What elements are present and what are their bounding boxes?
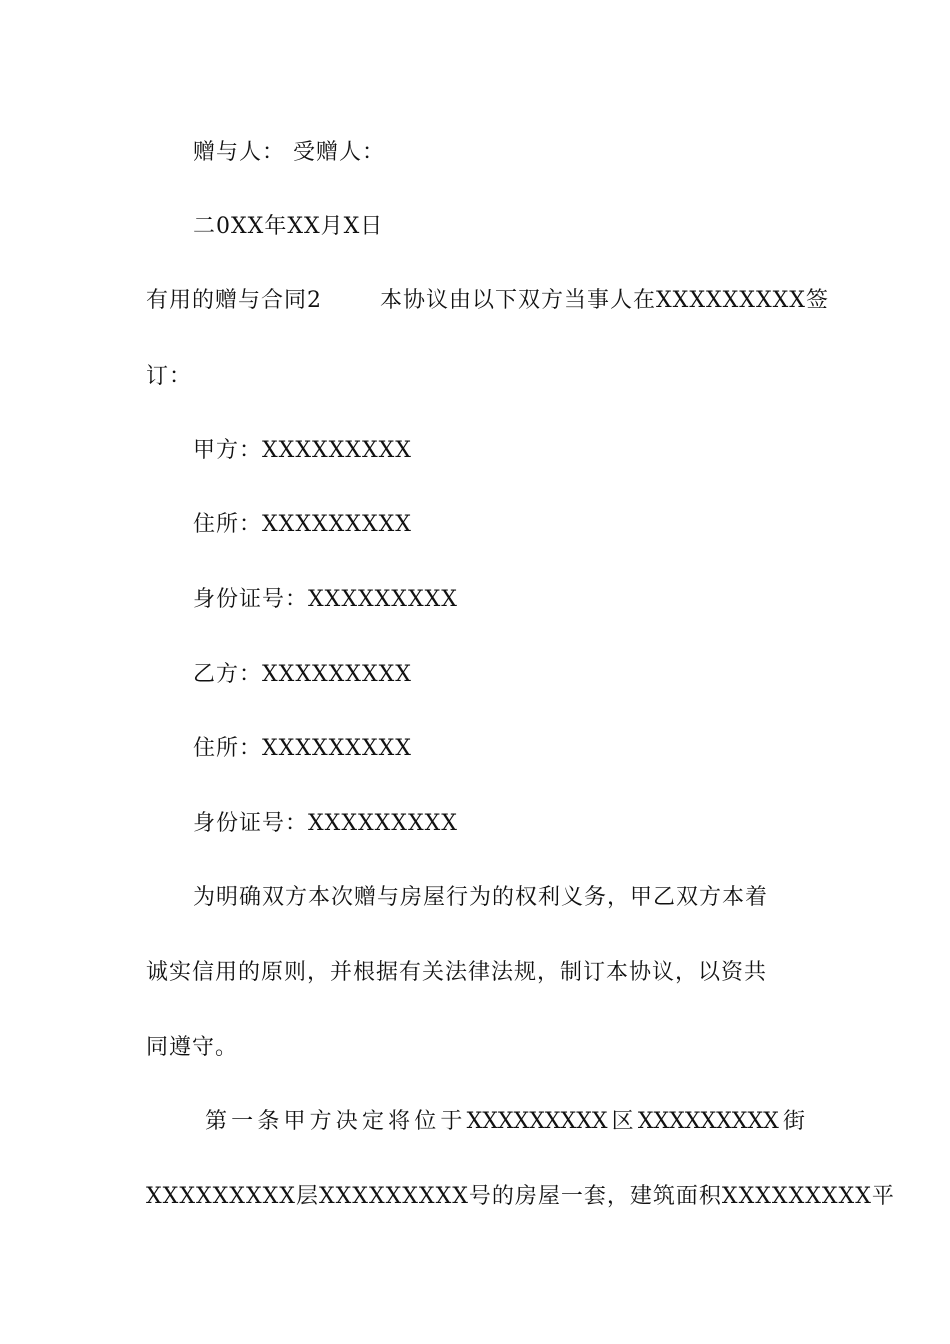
- article-1-word: 一: [231, 1109, 254, 1134]
- article-1-word: 位: [414, 1109, 437, 1134]
- purpose-paragraph-line-2: 诚实信用的原则，并根据有关法律法规，制订本协议，以资共: [146, 960, 768, 985]
- article-1-word: 决: [335, 1109, 358, 1134]
- article-1-word: 方: [309, 1109, 332, 1134]
- article-1-word: 定: [361, 1109, 384, 1134]
- article-1-word: 区: [611, 1109, 634, 1134]
- donor-label: 赠与人：: [193, 140, 286, 165]
- intro-text: 本协议由以下双方当事人在XXXXXXXXX签: [380, 288, 829, 313]
- article-1-word: 第: [205, 1109, 228, 1134]
- party-b-id-number: 身份证号：XXXXXXXXX: [193, 811, 458, 836]
- contract-title: 有用的赠与合同2: [146, 288, 322, 313]
- party-a-address: 住所：XXXXXXXXX: [193, 512, 412, 537]
- article-1-line-2: XXXXXXXXX层XXXXXXXXX号的房屋一套，建筑面积XXXXXXXXX平: [146, 1184, 895, 1209]
- title-intro-line: [146, 286, 829, 316]
- article-1-word: XXXXXXXXX: [637, 1109, 779, 1134]
- party-b-name: 乙方：XXXXXXXXX: [193, 662, 412, 687]
- article-1-word: 于: [440, 1109, 463, 1134]
- purpose-paragraph-line-3: 同遵守。: [146, 1035, 239, 1060]
- party-a-name: 甲方：XXXXXXXXX: [193, 438, 412, 463]
- purpose-paragraph-line-1: 为明确双方本次赠与房屋行为的权利义务，甲乙双方本着: [193, 885, 769, 910]
- article-1-word: 甲: [283, 1109, 306, 1134]
- article-1-word: 条: [257, 1109, 280, 1134]
- article-1-word: 将: [388, 1109, 411, 1134]
- article-1-line-1: [205, 1107, 805, 1137]
- party-a-id-number: 身份证号：XXXXXXXXX: [193, 587, 458, 612]
- article-1-word: 街: [782, 1109, 805, 1134]
- article-1-word: XXXXXXXXX: [466, 1109, 608, 1134]
- intro-continuation: 订：: [146, 364, 193, 389]
- party-b-address: 住所：XXXXXXXXX: [193, 736, 412, 761]
- signature-line: [193, 138, 806, 168]
- donee-label: 受赠人：: [293, 140, 386, 165]
- date-line: 二0XX年XX月X日: [193, 214, 384, 239]
